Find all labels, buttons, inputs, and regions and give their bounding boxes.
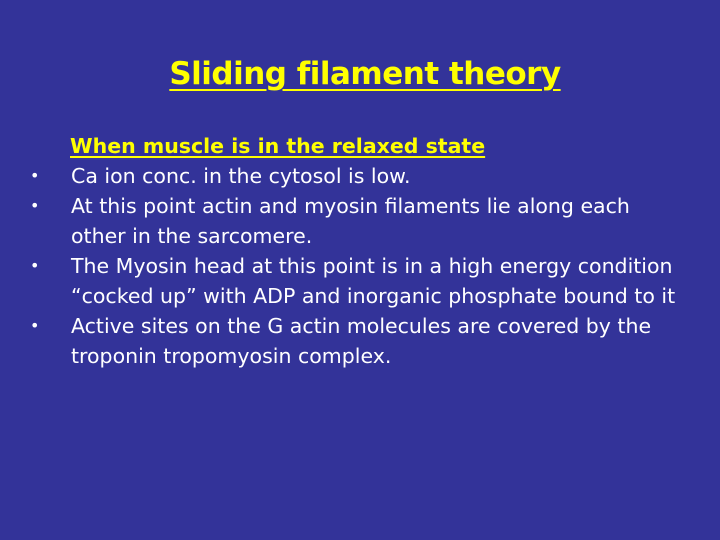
bullet-icon: • <box>30 166 40 185</box>
bullet-item <box>0 311 720 371</box>
bullet-list <box>0 161 720 371</box>
bullet-icon: • <box>30 316 40 335</box>
bullet-text: At this point actin and myosin filaments lie along each other in the sarcomere. <box>71 194 630 248</box>
bullet-icon: • <box>30 256 40 275</box>
bullet-item <box>0 191 720 251</box>
bullet-text: Ca ion conc. in the cytosol is low. <box>71 164 411 188</box>
bullet-item <box>0 161 720 191</box>
slide-subheading: When muscle is in the relaxed state <box>70 134 486 158</box>
slide-title: Sliding filament theory <box>169 56 561 92</box>
bullet-item <box>0 251 720 311</box>
bullet-icon: • <box>30 196 40 215</box>
bullet-text: Active sites on the G actin molecules are covered by the troponin tropomyosin complex. <box>71 314 652 368</box>
bullet-text: The Myosin head at this point is in a high energy condition “cocked up” with ADP and inorganic phosphate bound to it <box>71 254 676 308</box>
